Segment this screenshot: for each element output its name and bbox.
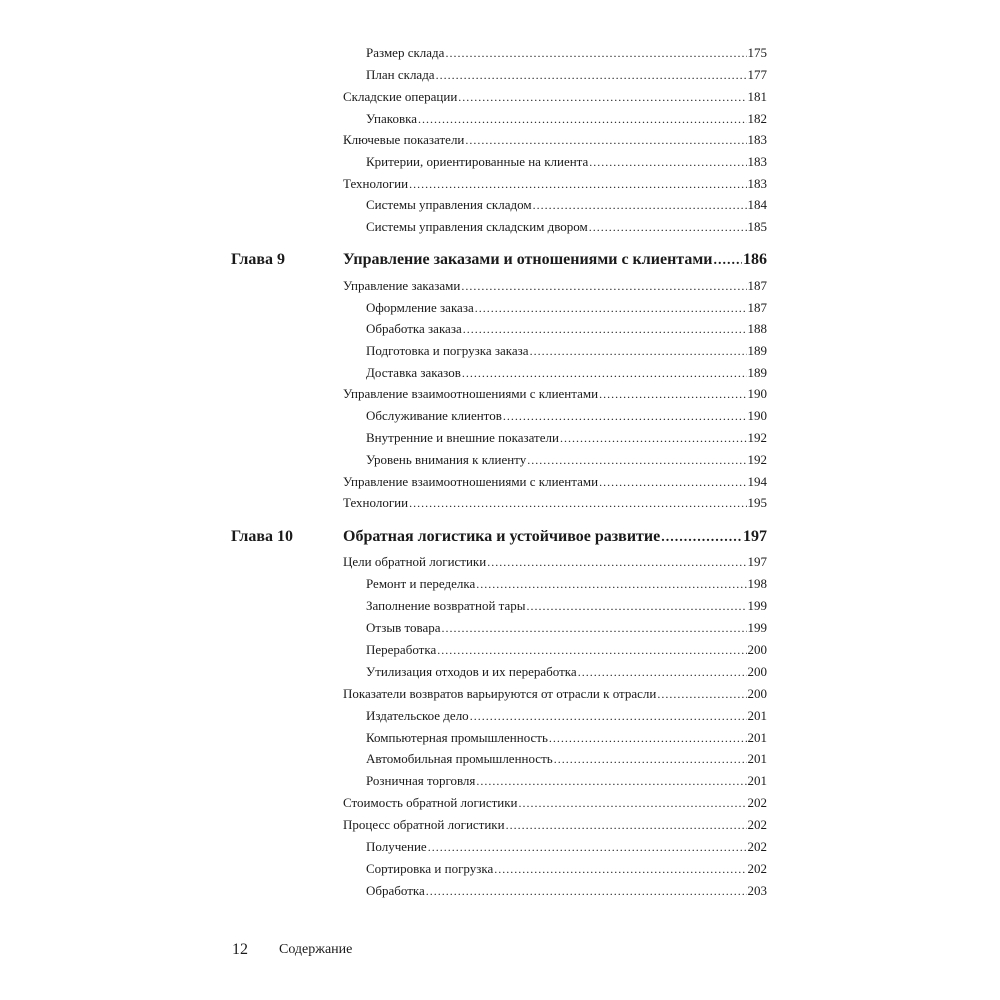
toc-entry-title: Утилизация отходов и их переработка	[366, 664, 577, 679]
dot-leader	[437, 641, 746, 659]
toc-entry-page: 201	[747, 708, 767, 723]
toc-entry-page: 203	[747, 883, 767, 898]
toc-entry-page: 200	[747, 664, 767, 679]
toc-entry-page: 187	[747, 278, 767, 293]
page-number: 12	[232, 941, 248, 958]
dot-leader	[527, 451, 746, 469]
toc-entry-title: Заполнение возвратной тары	[366, 598, 526, 613]
toc-entry	[366, 320, 767, 338]
toc-entry	[366, 407, 767, 425]
toc-entry	[366, 66, 767, 84]
dot-leader	[487, 553, 746, 571]
toc-entry-page: 200	[747, 642, 767, 657]
toc-entry-title: Системы управления складским двором	[366, 219, 588, 234]
toc-entry	[343, 385, 767, 403]
dot-leader	[527, 597, 747, 615]
toc-entry	[343, 816, 767, 834]
toc-entry	[366, 860, 767, 878]
toc-entry	[366, 110, 767, 128]
toc-entry-page: 202	[747, 817, 767, 832]
toc-entry-title: Компьютерная промышленность	[366, 730, 548, 745]
toc-entry	[366, 429, 767, 447]
dot-leader	[503, 407, 747, 425]
toc-entry	[343, 685, 767, 703]
dot-leader	[578, 663, 747, 681]
dot-leader	[461, 277, 746, 295]
dot-leader	[560, 429, 747, 447]
toc-entry-title: Технологии	[343, 176, 409, 191]
toc-chapter-entry	[343, 527, 767, 548]
dot-leader	[589, 153, 746, 171]
toc-entry-page: 183	[747, 176, 767, 191]
dot-leader	[463, 320, 747, 338]
toc-entry-title: Оформление заказа	[366, 300, 474, 315]
toc-entry	[366, 641, 767, 659]
dot-leader	[465, 131, 746, 149]
toc-entry-page: 177	[747, 67, 767, 82]
toc-entry-page: 188	[747, 321, 767, 336]
toc-entry-page: 197	[743, 528, 767, 545]
toc-entry	[366, 153, 767, 171]
running-footer-title: Содержание	[279, 942, 353, 957]
toc-entry-title: Показатели возвратов варьируются от отрасли к отрасли	[343, 686, 657, 701]
chapter-label: Глава 10	[231, 528, 293, 545]
toc-entry	[343, 494, 767, 512]
dot-leader	[661, 528, 742, 548]
dot-leader	[494, 860, 746, 878]
toc-entry-page: 199	[747, 598, 767, 613]
toc-entry	[366, 729, 767, 747]
toc-entry	[343, 277, 767, 295]
toc-entry	[343, 131, 767, 149]
dot-leader	[418, 110, 747, 128]
dot-leader	[476, 575, 746, 593]
toc-entry-title: Автомобильная промышленность	[366, 751, 553, 766]
dot-leader	[428, 838, 747, 856]
toc-entry-page: 182	[747, 111, 767, 126]
toc-chapter-entry	[343, 250, 767, 271]
toc-entry	[366, 838, 767, 856]
toc-entry-title: Управление взаимоотношениями с клиентами	[343, 386, 599, 401]
toc-entry	[366, 218, 767, 236]
dot-leader	[409, 175, 746, 193]
toc-entry-title: Ремонт и переделка	[366, 576, 476, 591]
toc-entry	[366, 750, 767, 768]
toc-entry	[366, 663, 767, 681]
toc-entry-page: 175	[747, 45, 767, 60]
toc-entry	[343, 88, 767, 106]
toc-entry-page: 181	[747, 89, 767, 104]
toc-entry-page: 195	[747, 495, 767, 510]
toc-entry-title: Обработка	[366, 883, 425, 898]
toc-entry-page: 200	[747, 686, 767, 701]
toc-entry-page: 189	[747, 343, 767, 358]
toc-entry-title: Процесс обратной логистики	[343, 817, 505, 832]
toc-entry-page: 190	[747, 386, 767, 401]
dot-leader	[519, 794, 747, 812]
dot-leader	[599, 385, 746, 403]
toc-entry	[366, 597, 767, 615]
toc-entry-page: 194	[747, 474, 767, 489]
toc-entry	[366, 882, 767, 900]
toc-entry-title: Управление взаимоотношениями с клиентами	[343, 474, 599, 489]
dot-leader	[436, 66, 747, 84]
toc-entry-title: Размер склада	[366, 45, 445, 60]
toc-entry-title: Системы управления складом	[366, 197, 532, 212]
toc-entry	[343, 473, 767, 491]
dot-leader	[533, 196, 747, 214]
toc-entry	[366, 196, 767, 214]
toc-entry-title: Обслуживание клиентов	[366, 408, 502, 423]
dot-leader	[458, 88, 746, 106]
toc-entry-page: 197	[747, 554, 767, 569]
dot-leader	[554, 750, 747, 768]
toc-entry-title: Критерии, ориентированные на клиента	[366, 154, 589, 169]
toc-entry-title: Цели обратной логистики	[343, 554, 487, 569]
toc-entry-title: Ключевые показатели	[343, 132, 465, 147]
toc-entry-page: 189	[747, 365, 767, 380]
dot-leader	[445, 44, 746, 62]
toc-entry-page: 201	[747, 751, 767, 766]
dot-leader	[470, 707, 747, 725]
toc-entry	[343, 175, 767, 193]
chapter-label: Глава 9	[231, 251, 285, 268]
toc-entry-title: Розничная торговля	[366, 773, 476, 788]
toc-entry-title: Отзыв товара	[366, 620, 441, 635]
dot-leader	[409, 494, 746, 512]
dot-leader	[426, 882, 747, 900]
toc-entry-page: 183	[747, 132, 767, 147]
toc-entry-page: 202	[747, 795, 767, 810]
dot-leader	[530, 342, 747, 360]
toc-entry-title: Переработка	[366, 642, 437, 657]
dot-leader	[476, 772, 746, 790]
dot-leader	[713, 251, 742, 271]
toc-entry	[366, 772, 767, 790]
toc-entry-page: 202	[747, 839, 767, 854]
toc-entry	[366, 342, 767, 360]
toc-entry-title: Внутренние и внешние показатели	[366, 430, 559, 445]
toc-entry	[366, 619, 767, 637]
toc-entry-page: 201	[747, 730, 767, 745]
toc-entry-title: Уровень внимания к клиенту	[366, 452, 527, 467]
toc-entry-page: 190	[747, 408, 767, 423]
toc-entry-title: Управление заказами	[343, 278, 461, 293]
dot-leader	[475, 299, 747, 317]
toc-entry-page: 201	[747, 773, 767, 788]
toc-entry-title: Управление заказами и отношениями с клиентами	[343, 251, 713, 268]
toc-entry-page: 187	[747, 300, 767, 315]
toc-entry	[366, 451, 767, 469]
toc-entry	[343, 794, 767, 812]
toc-entry-title: Технологии	[343, 495, 409, 510]
dot-leader	[506, 816, 747, 834]
toc-entry-title: Складские операции	[343, 89, 458, 104]
toc-entry-title: Обратная логистика и устойчивое развитие	[343, 528, 661, 545]
toc-entry-page: 184	[747, 197, 767, 212]
toc-entry-page: 202	[747, 861, 767, 876]
toc-entry-title: Получение	[366, 839, 427, 854]
dot-leader	[442, 619, 747, 637]
toc-entry-title: Подготовка и погрузка заказа	[366, 343, 529, 358]
toc-entry	[366, 707, 767, 725]
dot-leader	[589, 218, 747, 236]
toc-entry-page: 199	[747, 620, 767, 635]
toc-entry-title: Издательское дело	[366, 708, 469, 723]
dot-leader	[599, 473, 746, 491]
dot-leader	[462, 364, 747, 382]
toc-entry	[366, 299, 767, 317]
toc-entry	[366, 364, 767, 382]
toc-entry-title: План склада	[366, 67, 435, 82]
toc-entry-page: 183	[747, 154, 767, 169]
toc-entry-page: 185	[747, 219, 767, 234]
toc-entry-title: Стоимость обратной логистики	[343, 795, 518, 810]
dot-leader	[549, 729, 747, 747]
toc-entry	[343, 553, 767, 571]
toc-entry-page: 192	[747, 452, 767, 467]
toc-entry-title: Упаковка	[366, 111, 417, 126]
toc-entry	[366, 575, 767, 593]
toc-entry-page: 192	[747, 430, 767, 445]
dot-leader	[657, 685, 746, 703]
toc-entry	[366, 44, 767, 62]
toc-entry-page: 198	[747, 576, 767, 591]
toc-entry-title: Доставка заказов	[366, 365, 461, 380]
toc-entry-page: 186	[743, 251, 767, 268]
toc-entry-title: Обработка заказа	[366, 321, 462, 336]
toc-entry-title: Сортировка и погрузка	[366, 861, 494, 876]
